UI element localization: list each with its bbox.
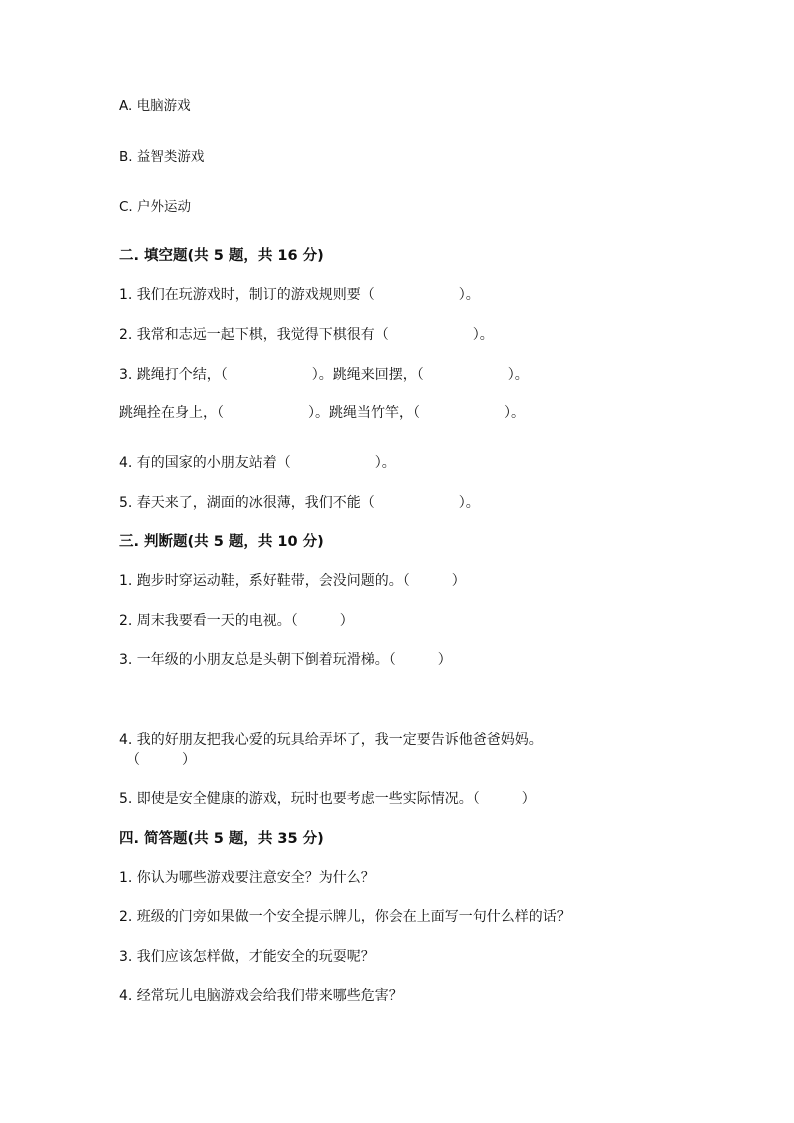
option-b: B. 益智类游戏: [119, 149, 205, 165]
true-false-question: 1. 跑步时穿运动鞋，系好鞋带，会没问题的。（ ）: [119, 573, 466, 589]
fill-blank-question: 4. 有的国家的小朋友站着（ ）。: [119, 455, 396, 471]
fill-blank-question: 1. 我们在玩游戏时，制订的游戏规则要（ ）。: [119, 287, 480, 303]
short-answer-question: 2. 班级的门旁如果做一个安全提示牌儿，你会在上面写一句什么样的话？: [119, 909, 571, 925]
option-c: C. 户外运动: [119, 199, 192, 215]
short-answer-question: 4. 经常玩儿电脑游戏会给我们带来哪些危害？: [119, 988, 403, 1004]
true-false-question: 3. 一年级的小朋友总是头朝下倒着玩滑梯。（ ）: [119, 652, 452, 668]
fill-blank-question: 5. 春天来了，湖面的冰很薄，我们不能（ ）。: [119, 495, 480, 511]
true-false-question: 4. 我的好朋友把我心爱的玩具给弄坏了，我一定要告诉他爸爸妈妈。: [119, 732, 543, 748]
true-false-answer-bracket: （ ）: [126, 752, 196, 768]
short-answer-question: 3. 我们应该怎样做，才能安全的玩耍呢？: [119, 949, 375, 965]
short-answer-question: 1. 你认为哪些游戏要注意安全？为什么？: [119, 870, 375, 886]
section-heading-fill-blank: 二. 填空题(共 5 题，共 16 分): [119, 248, 324, 264]
true-false-question: 5. 即使是安全健康的游戏，玩时也要考虑一些实际情况。（ ）: [119, 791, 536, 807]
true-false-question: 2. 周末我要看一天的电视。（ ）: [119, 613, 354, 629]
fill-blank-question-continued: 跳绳拴在身上，（ ）。跳绳当竹竿，（ ）。: [119, 405, 525, 421]
fill-blank-question: 3. 跳绳打个结，（ ）。跳绳来回摆，（ ）。: [119, 367, 529, 383]
fill-blank-question: 2. 我常和志远一起下棋，我觉得下棋很有（ ）。: [119, 327, 494, 343]
section-heading-short-answer: 四. 简答题(共 5 题，共 35 分): [119, 831, 324, 847]
option-a: A. 电脑游戏: [119, 98, 191, 114]
section-heading-true-false: 三. 判断题(共 5 题，共 10 分): [119, 534, 324, 550]
